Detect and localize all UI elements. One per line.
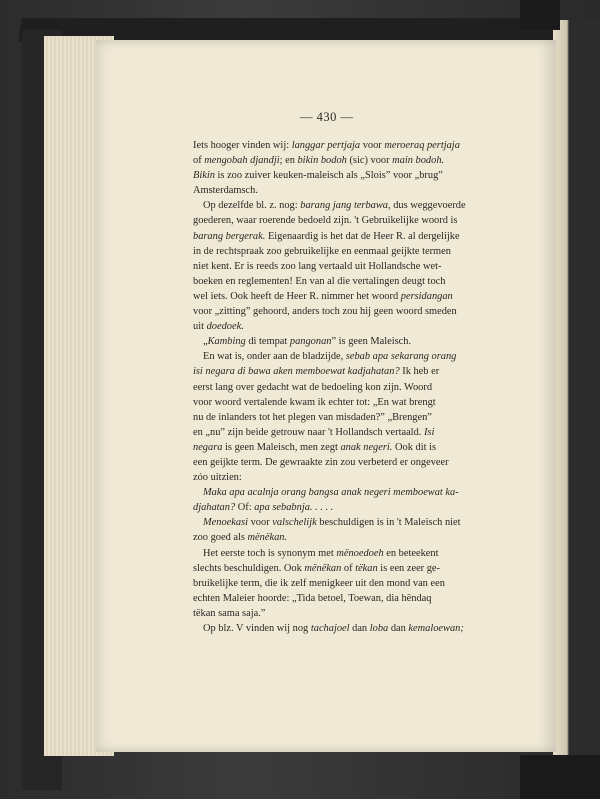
text-line — [193, 138, 485, 153]
text-line — [193, 500, 485, 515]
text-segment: ” is geen Maleisch. — [331, 336, 412, 348]
italic-text: meroeraq pertjaja — [384, 140, 460, 151]
clip-bottom — [520, 755, 600, 799]
text-segment: Of: — [235, 502, 255, 514]
text-segment: in de rechtspraak zoo gebruikelijke en eenmaal geijkte termen — [193, 245, 451, 257]
text-segment: is zoo zuiver keuken-maleisch als „Slois” voor „brug” — [214, 170, 443, 182]
italic-text: Maka apa acalnja orang bangsa anak negeri memboewat ka- — [203, 487, 459, 499]
text-line — [193, 606, 485, 621]
body-text — [193, 138, 485, 636]
text-line — [193, 530, 485, 545]
text-segment: voor „zitting” gehoord, anders toch zou hij geen woord smeden — [193, 306, 457, 318]
text-line — [193, 561, 485, 576]
text-segment: en beteekent — [383, 547, 439, 559]
text-segment: uit — [193, 321, 207, 333]
text-line — [193, 364, 485, 379]
text-segment: beschuldigen is in 't Maleisch niet — [316, 517, 461, 529]
text-segment: dan — [349, 623, 370, 634]
text-segment: voor — [360, 140, 385, 151]
text-segment: „ — [203, 336, 208, 348]
text-line — [193, 168, 485, 183]
italic-text: mënëkan — [304, 562, 342, 574]
italic-text: tachajoel — [310, 623, 350, 634]
text-segment: goederen, waar roerende bedoeld zijn. 't Gebruikelijke woord is — [193, 215, 458, 227]
text-line — [193, 485, 485, 500]
text-segment: is een zeer ge- — [377, 562, 441, 574]
text-segment: zóo uitzien: — [193, 472, 242, 484]
italic-text: bikin bodoh — [297, 155, 347, 167]
text-segment: tëkan sama saja.” — [193, 607, 266, 619]
italic-text: Isi — [423, 426, 435, 438]
text-segment: of — [193, 155, 205, 167]
italic-text: doedoek. — [206, 321, 244, 333]
text-segment: Ook dit is — [392, 441, 436, 453]
facing-page-edge — [553, 20, 600, 799]
text-segment: zoo goed als — [193, 532, 248, 544]
text-segment: boeken en reglementen! En van al die vertalingen deugt toch — [193, 275, 446, 287]
text-line — [193, 455, 485, 470]
italic-text: main bodoh. — [392, 155, 445, 167]
italic-text: barang bergerak. — [193, 230, 266, 242]
text-segment: niet kent. Er is reeds zoo lang vertaald uit Hollandsche wet- — [193, 260, 442, 272]
text-segment: echten Maleier hoorde: „Tida betoel, Toewan, dia hëndaq — [193, 592, 432, 604]
italic-text: sebab apa sekarang orang — [345, 351, 457, 363]
text-line — [193, 395, 485, 410]
text-line — [193, 334, 485, 349]
italic-text: Bikin — [193, 170, 215, 182]
italic-text: mënoedoeh — [336, 547, 384, 559]
italic-text: loba — [369, 623, 389, 634]
italic-text: anak negeri. — [340, 441, 393, 453]
text-segment: ; en — [279, 155, 298, 167]
text-segment: en „nu” zijn beide getrouw naar 't Hollandsch vertaald. — [193, 426, 424, 438]
italic-text: kemaloewan; — [408, 623, 464, 634]
italic-text: persidangan — [400, 290, 453, 302]
text-segment: is geen Maleisch, men zegt — [222, 441, 341, 453]
text-segment: eerst lang over gedacht wat de bedoeling kon zijn. Woord — [193, 381, 433, 393]
text-segment: of — [341, 562, 356, 574]
italic-text: langgar pertjaja — [291, 140, 361, 151]
italic-text: apa sebabnja. . . . . — [254, 502, 334, 514]
text-line — [193, 183, 485, 198]
text-line — [193, 591, 485, 606]
italic-text: djahatan? — [193, 502, 236, 514]
text-line — [193, 546, 485, 561]
text-line — [193, 213, 485, 228]
text-segment: Op blz. V vinden wij nog — [203, 623, 311, 634]
text-line — [193, 621, 485, 636]
italic-text: isi negara di bawa aken memboewat kadjahatan? — [193, 366, 400, 378]
text-segment: Op dezelfde bl. z. nog: — [203, 200, 301, 212]
page-number: — 430 — — [300, 110, 354, 124]
text-segment: bruikelijke term, die ik zelf menigkeer uit den mond van een — [193, 577, 445, 589]
text-segment: di tempat — [245, 336, 290, 348]
text-line — [193, 380, 485, 395]
text-line — [193, 576, 485, 591]
text-line — [193, 259, 485, 274]
text-segment: Het eerste toch is synonym met — [203, 547, 337, 559]
text-line — [193, 470, 485, 485]
text-line — [193, 425, 485, 440]
text-segment: Ik heb er — [399, 366, 440, 378]
italic-text: pangonan — [289, 336, 332, 348]
italic-text: barang jang terbawa — [300, 200, 388, 212]
text-segment: een geijkte term. De gewraakte zin zou verbeterd er ongeveer — [193, 456, 449, 468]
text-segment: wel iets. Ook heeft de Heer R. nimmer het woord — [193, 290, 401, 302]
text-line — [193, 319, 485, 334]
italic-text: mënëkan. — [247, 532, 288, 544]
text-segment: slechts beschuldigen. Ook — [193, 562, 305, 574]
italic-text: mengobah djandji — [204, 155, 280, 167]
text-segment: voor woord vertalende kwam ik echter tot: „En wat brengt — [193, 396, 436, 408]
text-line — [193, 153, 485, 168]
italic-text: tëkan — [355, 562, 378, 574]
clip-top — [520, 0, 560, 30]
italic-text: negara — [193, 441, 223, 453]
text-segment: , dus weggevoerde — [388, 200, 466, 212]
italic-text: valschelijk — [272, 517, 317, 529]
text-segment: Amsterdamsch. — [193, 185, 258, 197]
text-segment: Eigenaardig is het dat de Heer R. al dergelijke — [265, 230, 460, 242]
text-line — [193, 198, 485, 213]
text-segment: (sic) voor — [346, 155, 393, 167]
text-line — [193, 410, 485, 425]
text-segment: En wat is, onder aan de bladzijde, — [203, 351, 346, 363]
text-segment: nu de inlanders tot het plegen van misdaden?” „Brengen” — [193, 411, 432, 423]
text-line — [193, 515, 485, 530]
text-line — [193, 274, 485, 289]
text-line — [193, 349, 485, 364]
text-line — [193, 440, 485, 455]
text-line — [193, 244, 485, 259]
text-line — [193, 229, 485, 244]
text-segment: Iets hooger vinden wij: — [193, 140, 292, 151]
text-line — [193, 304, 485, 319]
italic-text: Kambing — [207, 336, 246, 348]
text-line — [193, 289, 485, 304]
italic-text: Menoekasi — [203, 517, 249, 529]
text-segment: dan — [388, 623, 409, 634]
text-segment: voor — [248, 517, 273, 529]
